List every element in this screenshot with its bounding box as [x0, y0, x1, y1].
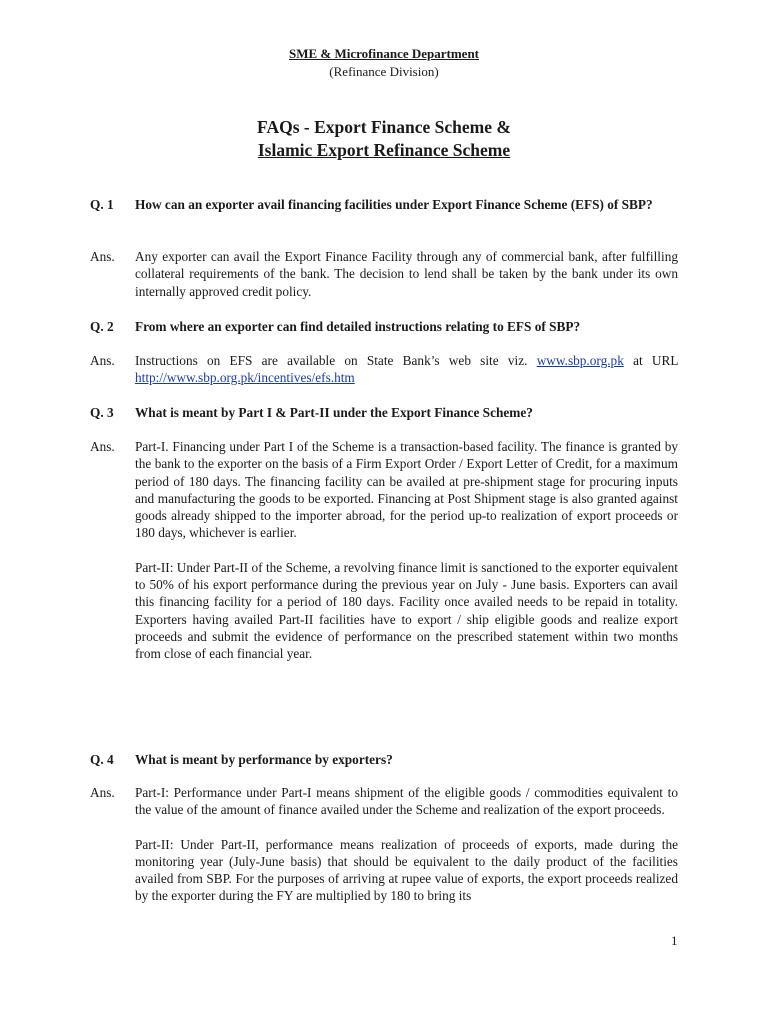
answer-label: Ans.: [90, 249, 115, 264]
question-text: What is meant by Part I & Part-II under the Export Finance Scheme?: [135, 405, 533, 420]
answer-part-2: Part-II: Under Part-II of the Scheme, a revolving finance limit is sanctioned to the exporter equivalent to 50% of his export performance during the previous year on July - June basis. Exporters can avail this financing facility for a period of 180 days. Facility once availed needs to be repaid in totality. Exporters having availed Part-II facilities have to export / ship eligible goods and realize export proceeds and submit the evidence of performance on the prescribed statement within two months from close of each financial year.: [135, 559, 678, 662]
question-2: [90, 318, 678, 335]
answer-3: [90, 438, 678, 663]
title-line-2: Islamic Export Refinance Scheme: [257, 140, 511, 160]
answer-text: [135, 352, 678, 387]
question-number: Q. 2: [90, 319, 114, 334]
question-text: How can an exporter avail financing facilities under Export Finance Scheme (EFS) of SBP?: [135, 197, 653, 212]
department-name: SME & Microfinance Department: [288, 46, 480, 61]
answer-1: [90, 248, 678, 300]
division-subheading: (Refinance Division): [329, 64, 439, 79]
question-3: [90, 404, 678, 421]
title-line-1: FAQs - Export Finance Scheme &: [257, 117, 511, 137]
question-number: Q. 4: [90, 752, 114, 767]
answer-2: [90, 352, 678, 387]
question-4: [90, 751, 678, 768]
answer-text-start: Instructions on EFS are available on State Bank’s web site viz.: [135, 353, 528, 368]
answer-label: Ans.: [90, 785, 115, 800]
answer-text: Any exporter can avail the Export Finance Facility through any of commercial bank, after fulfilling collateral requirements of the bank. The decision to lend shall be taken by the bank under its own internally approved credit policy.: [135, 249, 678, 299]
answer-text-mid: at URL: [633, 353, 679, 368]
sbp-website-link[interactable]: www.sbp.org.pk: [536, 353, 624, 368]
answer-part-1: Part-I. Financing under Part I of the Scheme is a transaction-based facility. The finance is granted by the bank to the exporter on the basis of a Firm Export Order / Export Letter of Credit, for a maximum period of 180 days. The financing facility can be availed at pre-shipment stage for procuring inputs and manufacturing the goods to be exported. Financing at Post Shipment stage is also granted against goods already shipped to the importer abroad, for the period up-to realization of export proceeds or 180 days, whichever is earlier.: [135, 439, 678, 541]
question-1: [90, 196, 678, 213]
question-number: Q. 3: [90, 405, 114, 420]
page-number: 1: [671, 933, 678, 948]
answer-part-1: Part-I: Performance under Part-I means shipment of the eligible goods / commodities equivalent to the value of the amount of finance availed under the Scheme and realization of the export proceeds.: [135, 785, 678, 818]
question-text: What is meant by performance by exporters?: [135, 752, 393, 767]
answer-4: [90, 784, 678, 905]
efs-url-link[interactable]: http://www.sbp.org.pk/incentives/efs.htm: [135, 370, 355, 386]
answer-part-2: Part-II: Under Part-II, performance means realization of proceeds of exports, made during the monitoring year (July-June basis) that should be equivalent to the daily product of the facilities availed from SBP. For the purposes of arriving at rupee value of exports, the export proceeds realized by the exporter during the FY are multiplied by 180 to bring its: [135, 836, 678, 904]
document-title: [0, 116, 768, 162]
department-heading: [0, 45, 768, 62]
question-text: From where an exporter can find detailed instructions relating to EFS of SBP?: [135, 319, 581, 334]
question-number: Q. 1: [90, 197, 114, 212]
answer-label: Ans.: [90, 439, 115, 454]
answer-label: Ans.: [90, 353, 115, 368]
